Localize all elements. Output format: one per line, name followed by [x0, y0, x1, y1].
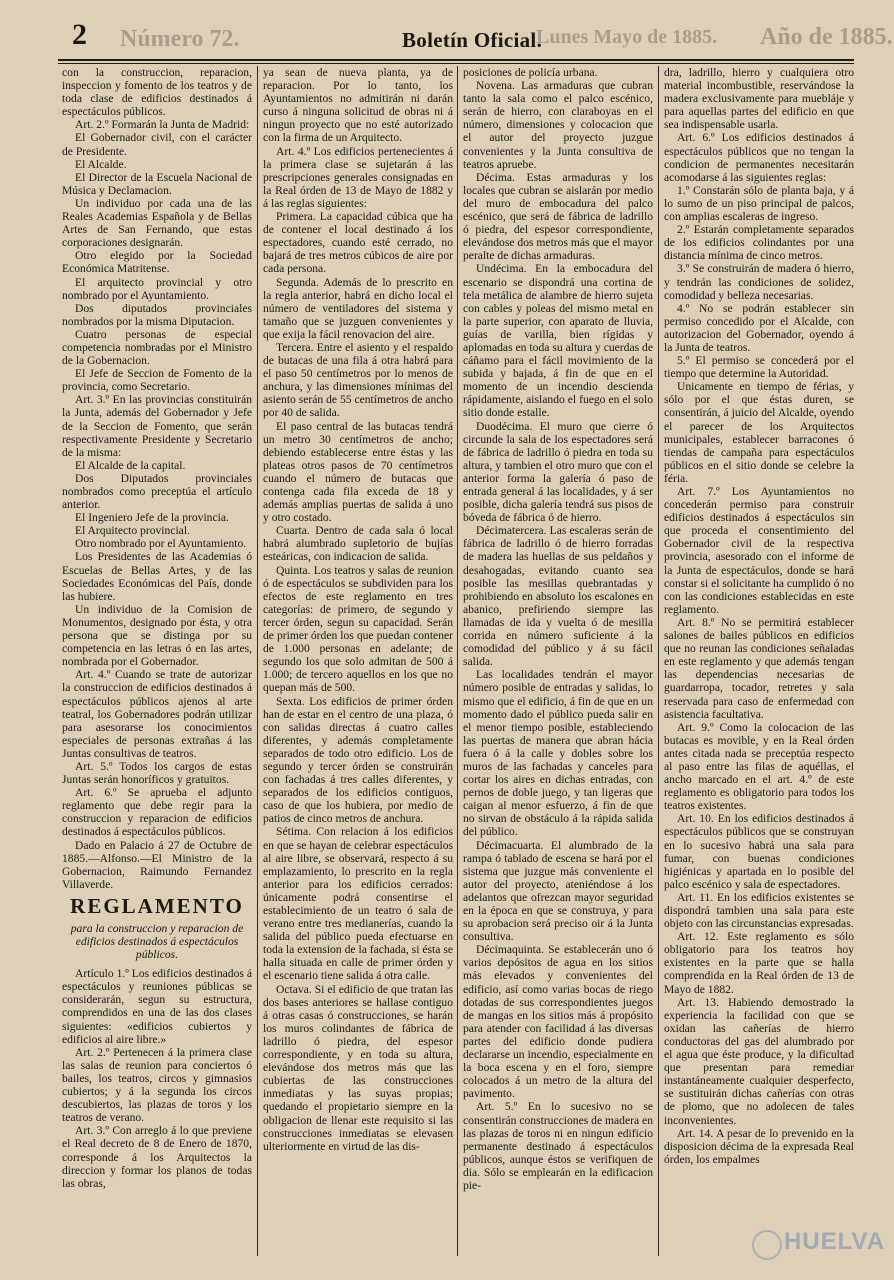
paragraph: Art. 11. En los edificios existentes se dispondrá tambien una sala para este objeto con las circunstancias expresadas.: [664, 890, 854, 931]
paragraph: Tercera. Entre el asiento y el respaldo de butacas de una fila á otra habrá para el paso 50 centímetros por lo menos de anchura, y las dimensiones mínimas del asiento serán de 55 centímetros de ancho por 40 de salida.: [263, 340, 453, 420]
paragraph: Primera. La capacidad cúbica que ha de contener el local destinado á los espectadores, cuando esté cerrado, no bajará de tres metros cúbicos de aire por cada persona.: [263, 210, 453, 276]
paragraph: Los Presidentes de las Academias ó Escuelas de Bellas Artes, y de las Sociedades Económicas del País, donde las hubiere.: [62, 550, 252, 603]
paragraph: Art. 10. En los edificios destinados á espectáculos públicos que se construyan en lo sucesivo habrá una sala para fumar, con buenas condiciones higiénicas y apartada en lo posible del palco escénico y sala de espectadores.: [664, 812, 854, 891]
paragraph: Undécima. En la embocadura del escenario se dispondrá una cortina de tela metálica de alambre de hierro sujeta con cables y poleas del mismo metal en la parte superior, con aparato de lluvia, guías de varilla, bien rígidas y aplomadas en toda su altura y cuerdas de cáñamo para el fácil movimiento de la subida y bajada, á fin de que en el momento de un incendio descienda rápidamente, aislando el fuego en el solo sitio donde estalle.: [463, 262, 653, 420]
paragraph: Art. 12. Este reglamento es sólo obligatorio para los teatros hoy existentes en la parte que se halla comprendida en la Real órden de 13 de Mayo de 1882.: [664, 930, 854, 996]
paragraph: Dos diputados provinciales nombrados por la misma Diputacion.: [62, 301, 252, 328]
paragraph: El Gobernador civil, con el carácter de Presidente.: [62, 131, 252, 158]
paragraph: El Alcalde de la capital.: [75, 458, 186, 472]
paragraph: Art. 5.º Todos los cargos de estas Juntas serán honoríficos y gratuitos.: [62, 759, 252, 787]
paragraph: El Director de la Escuela Nacional de Música y Declamacion.: [62, 170, 252, 197]
paragraph: Novena. Las armaduras que cubran tanto la sala como el palco escénico, serán de hierro, con claraboyas en el número, dimensiones y colocacion que el autor del proyecto juzgue convenientes y la Junta consultiva de teatros apruebe.: [463, 79, 653, 171]
page-header: [0, 0, 894, 58]
column-divider: [658, 66, 659, 1256]
paragraph: 3.º Se construirán de madera ó hierro, y tendrán las condiciones de solidez, comodidad y belleza necesarias.: [664, 262, 854, 302]
column-divider: [257, 66, 258, 1256]
paragraph: Art. 6.º Se aprueba el adjunto reglamento que debe regir para la construccion y reparacion de edificios destinados á espectáculos públicos.: [62, 786, 252, 839]
header-rule-thin: [58, 63, 854, 64]
paragraph: Art. 5.º En lo sucesivo no se consentirán construcciones de madera en las plazas de toros ni en ningun edificio permanente destinado á espectáculos públicos, aunque éstos se verifiquen de dia. Sólo se emplearán en la edificacion pie-: [463, 1100, 653, 1192]
paragraph: Un individuo por cada una de las Reales Academias Española y de Bellas Artes de San Fernando, que estas corporaciones designarán.: [62, 196, 252, 250]
paragraph: Las localidades tendrán el mayor número posible de entradas y salidas, lo mismo que el edificio, á fin de que en un momento dado el público pueda salir en el menor tiempo posible, estableciendo las puertas de manera que abran hácia fuera ó á la calle y dobles sobre los muros de las fachadas y canceles para cortar los aires en dichas entradas, con pernos de doble juego, y tan ligeras que caigan al menor esfuerzo, á fin de que no sirvan de obstáculo á la rápida salida del público.: [463, 668, 653, 839]
paragraph: Art. 2.º Formarán la Junta de Madrid:: [75, 118, 250, 132]
paragraph: El Ingeniero Jefe de la provincia.: [75, 511, 229, 525]
paragraph: Cuatro personas de especial competencia nombradas por el Ministro de la Gobernacion.: [62, 327, 252, 368]
newspaper-title: Boletín Oficial.: [402, 28, 543, 52]
paragraph: Art. 9.º Como la colocacion de las butacas es movible, y en la Real órden antes citada nada se preceptúa respecto al paso entre las filas de aquéllas, el ancho marcado en el art. 4.º de este reglamento es obligatorio para todos los teatros existentes.: [664, 720, 854, 813]
page-number: 2: [72, 18, 87, 51]
paragraph: Art. 4.º Los edificios pertenecientes á la primera clase se sujetarán á las prescripciones generales consignadas en la Real órden de 13 de Mayo de 1882 y á las reglas siguientes:: [263, 144, 453, 210]
paragraph: Décimatercera. Las escaleras serán de fábrica de ladrillo ó de hierro forradas de madera las huellas de sus peldaños y desahogadas, evitando cuanto sea posible las mesillas quebrantadas y prohibiendo en absoluto los escalones en abanico, prefiriendo siempre las llamadas de ida y vuelta ó de mesilla corrida en número suficiente á la comodidad del público y á su fácil salida.: [463, 524, 653, 669]
paragraph: Otro elegido por la Sociedad Económica Matritense.: [62, 249, 252, 276]
paragraph: Art. 7.º Los Ayuntamientos no concederán permiso para construir edificios destinados á espectáculos sin que proceda el consentimiento del Gobernador civil de la respectiva provincia, asesorado con el informe de la Junta de espectáculos, donde se hará constar si el solicitante ha cumplido ó no con las condiciones establecidas en este reglamento.: [664, 485, 854, 616]
paragraph: 2.º Estarán completamente separados de los edificios colindantes por una distancia mínima de cinco metros.: [664, 223, 854, 263]
reglamento-subtitle: para la construccion y reparacion de edificios destinados á espectáculos públicos.: [70, 921, 244, 962]
ghost-date: Lunes Mayo de 1885.: [536, 26, 718, 48]
paragraph: Artículo 1.º Los edificios destinados á espectáculos y reuniones públicas se considerarán, segun su estructura, comprendidos en una de las dos clases siguientes: «edificios cubiertos y edificios al aire libre.»: [62, 967, 252, 1046]
paragraph: El Alcalde.: [75, 157, 127, 171]
paragraph: posiciones de policía urbana.: [463, 66, 598, 79]
library-watermark: HUELVA: [784, 1228, 886, 1255]
text-column-1: [62, 66, 252, 1258]
ghost-year: Año de 1885.: [760, 24, 893, 50]
paragraph: 4.º No se podrán establecer sin permiso concedido por el Alcalde, con autorizacion del Gobernador, oyendo á la Junta de teatros.: [664, 301, 854, 354]
paragraph: 1.º Constarán sólo de planta baja, y á lo sumo de un piso principal de palcos, con amplias escaleras de ingreso.: [664, 183, 854, 224]
paragraph: Segunda. Además de lo prescrito en la regla anterior, habrá en dicho local el número de ventiladores del sistema y tamaño que se juzguen convenientes y que exija la fácil renovacion del aire.: [263, 275, 453, 341]
paragraph: Art. 3.º Con arreglo á lo que previene el Real decreto de 8 de Enero de 1870, corresponde á los Arquitectos la direccion y formar los planos de todas las obras,: [62, 1124, 252, 1190]
paragraph: Dado en Palacio á 27 de Octubre de 1885.—Alfonso.—El Ministro de la Gobernacion, Raimundo Fernandez Villaverde.: [62, 838, 252, 891]
paragraph: Unicamente en tiempo de férias, y sólo por el que éstas duren, se consentirán, á juicio del Alcalde, oyendo el parecer de los Arquitectos municipales, establecer barracones ó tiendas de campaña para espectáculos públicos en el sitio donde se celebre la féria.: [664, 380, 854, 485]
header-rule: [58, 59, 854, 61]
paragraph: Quinta. Los teatros y salas de reunion ó de espectáculos se subdividen para los efectos de este reglamento en tres categorías: de primero, de segundo y tercer órden, segun su capacidad. Serán de primer órden los que puedan contener de 1.000 personas en adelante; de segundo los que solo admitan de 500 á 1.000; de tercero aquellos en los que no quepan más de 500.: [263, 563, 453, 695]
paragraph: Art. 6.º Los edificios destinados á espectáculos públicos que no tengan la condicion de permanentes necesitarán acomodarse á las siguientes reglas:: [664, 131, 854, 184]
paragraph: Octava. Si el edificio de que tratan las dos bases anteriores se hallase contiguo á otras casas ó construcciones, se harán los muros colindantes de fábrica de ladrillo ó piedra, del espesor correspondiente, y en toda su altura, elevándose dos metros más que las cubiertas de las construcciones inmediatas y las suyas propias; quedando el propietario siempre en la obligacion de llenar este requisito si las construcciones inmediatas se elevasen ulteriormente en virtud de las dis-: [263, 982, 453, 1153]
text-column-2: [263, 66, 453, 1258]
paragraph: El Jefe de Seccion de Fomento de la provincia, como Secretario.: [62, 367, 252, 394]
paragraph: Art. 4.º Cuando se trate de autorizar la construccion de edificios destinados á espectáculos públicos ajenos al arte teatral, los Gobernadores podrán utilizar para asesorarse los conocimientos especiales de personas extrañas á las Juntas consultivas de teatros.: [62, 668, 252, 760]
column-divider: [457, 66, 458, 1256]
paragraph: Un individuo de la Comision de Monumentos, designado por ésta, y otra persona que se distinga por su competencia en las letras ó en las artes, nombrada por el Gobernador.: [62, 602, 252, 669]
paragraph: Art. 2.º Pertenecen á la primera clase las salas de reunion para conciertos ó bailes, los teatros, circos y gimnasios cubiertos; y á la segunda los circos descubiertos, las plazas de toros y los teatros de verano.: [62, 1045, 252, 1125]
paragraph: Art. 3.º En las provincias constituirán la Junta, además del Gobernador y Jefe de la Seccion de Fomento, que serán respectivamente Presidente y Secretario de la misma:: [62, 393, 252, 459]
paragraph: Art. 13. Habiendo demostrado la experiencia la facilidad con que se oxidan las cañerías de hierro conductoras del gas del alumbrado por el agua que éste produce, y la dificultad que presentan para remediar instantáneamente cualquier desperfecto, se sustituirán dichas cañerías con otras de plomo, que no adolecen de tales inconvenientes.: [664, 995, 854, 1127]
paragraph: Décimaquinta. Se establecerán uno ó varios depósitos de agua en los sitios más elevados y convenientes del edificio, así como varias bocas de riego dotadas de sus correspondientes juegos de mangas en los sitios más á propósito para atender con facilidad á las diversas partes del edificio donde pudiera declararse un incendio, especialmente en la boca escena y en el foro, siempre colocados á un metro de la altura del pavimento.: [463, 943, 653, 1101]
paragraph: Art. 14. A pesar de lo prevenido en la disposicion décima de la expresada Real órden, los empalmes: [664, 1126, 854, 1166]
paragraph: ya sean de nueva planta, ya de reparacion. Por lo tanto, los Ayuntamientos no admitirán ni darán curso á ninguna solicitud de obras ni á ningun proyecto que no esté autorizado con la firma de un Arquitecto.: [263, 66, 453, 145]
paragraph: dra, ladrillo, hierro y cualquiera otro material incombustible, reservándose la madera exclusivamente para muebláje y para aquellas partes del edificio en que sea indispensable usarla.: [664, 66, 854, 132]
paragraph: Sexta. Los edificios de primer órden han de estar en el centro de una plaza, ó con salidas directas á cuatro calles diferentes, y además completamente separados de todo otro edificio. Los de segundo y tercer órden se construirán con fachadas á tres calles diferentes, y separados de los edificios contiguos, caso de que los hubiera, por medio de patios de cinco metros de anchura.: [263, 694, 453, 826]
paragraph: Décima. Estas armaduras y los locales que cubran se aislarán por medio del muro de embocadura del palco escénico, que será de fábrica de ladrillo ó piedra, del espesor correspondiente, elevándose dos metros más que el mayor peralte de dichas armaduras.: [463, 170, 653, 263]
paragraph: Décimacuarta. El alumbrado de la rampa ó tablado de escena se hará por el sistema que juzgue más conveniente el autor del proyecto, ateniéndose á los adelantos que ofrezcan mayor seguridad en la época en que se construya, y para su aprobacion será preciso oir á la Junta consultiva.: [463, 838, 653, 944]
paragraph: Dos Diputados provinciales nombrados como preceptúa el artículo anterior.: [62, 471, 252, 512]
paragraph: El paso central de las butacas tendrá un metro 30 centímetros de ancho; debiendo establecerse entre éstas y las plateas otros pasos de 70 centímetros cuando el número de butacas que contenga cada fila exceda de 18 y además amplias puertas de salida á uno y otro costado.: [263, 419, 453, 525]
paragraph: Otro nombrado por el Ayuntamiento.: [75, 537, 247, 551]
paragraph: Cuarta. Dentro de cada sala ó local habrá alumbrado supletorio de bujías esteáricas, con indicacion de salida.: [263, 524, 453, 564]
paragraph: con la construccion, reparacion, inspeccion y fomento de los teatros y de toda clase de edificios destinados á espectáculos públicos.: [62, 66, 252, 119]
library-stamp-icon: [752, 1230, 782, 1260]
ghost-issue-number: Número 72.: [120, 26, 240, 52]
paragraph: Art. 8.º No se permitirá establecer salones de bailes públicos en edificios que no reunan las condiciones señaladas en este reglamento y que además tengan las dependencias necesarias de guardarropa, tocador, retretes y sala reservada para caso de enfermedad con asistencia facultativa.: [664, 615, 854, 721]
paragraph: Sétima. Con relacion á los edificios en que se hayan de celebrar espectáculos al aire libre, se observará, respecto á su emplazamiento, lo prescrito en la regla anterior para los edificios cerrados: únicamente podrá consentirse el establecimiento de un teatro ó sala de verano entre tres medianerías, cuando la salida del público pueda efectuarse en toda la extension de la fachada, si ésta se halla situada en calle de primer órden y el escenario tiene salida á otra calle.: [263, 825, 453, 983]
paragraph: 5.º El permiso se concederá por el tiempo que determine la Autoridad.: [664, 354, 854, 381]
text-column-3: [463, 66, 653, 1258]
paragraph: Duodécima. El muro que cierre ó circunde la sala de los espectadores será de fábrica de ladrillo ó piedra en toda su altura, y tambien el otro muro que con el anterior forma la galería ó paso de entrada general á las localidades, y á ser posible, dicha galería tendrá sus pisos de bóveda de fábrica ó de hierro.: [463, 419, 653, 525]
text-column-4: [664, 66, 854, 1258]
paragraph: El Arquitecto provincial.: [75, 524, 190, 538]
reglamento-heading: REGLAMENTO: [70, 893, 244, 918]
paragraph: El arquitecto provincial y otro nombrado por el Ayuntamiento.: [62, 275, 252, 302]
